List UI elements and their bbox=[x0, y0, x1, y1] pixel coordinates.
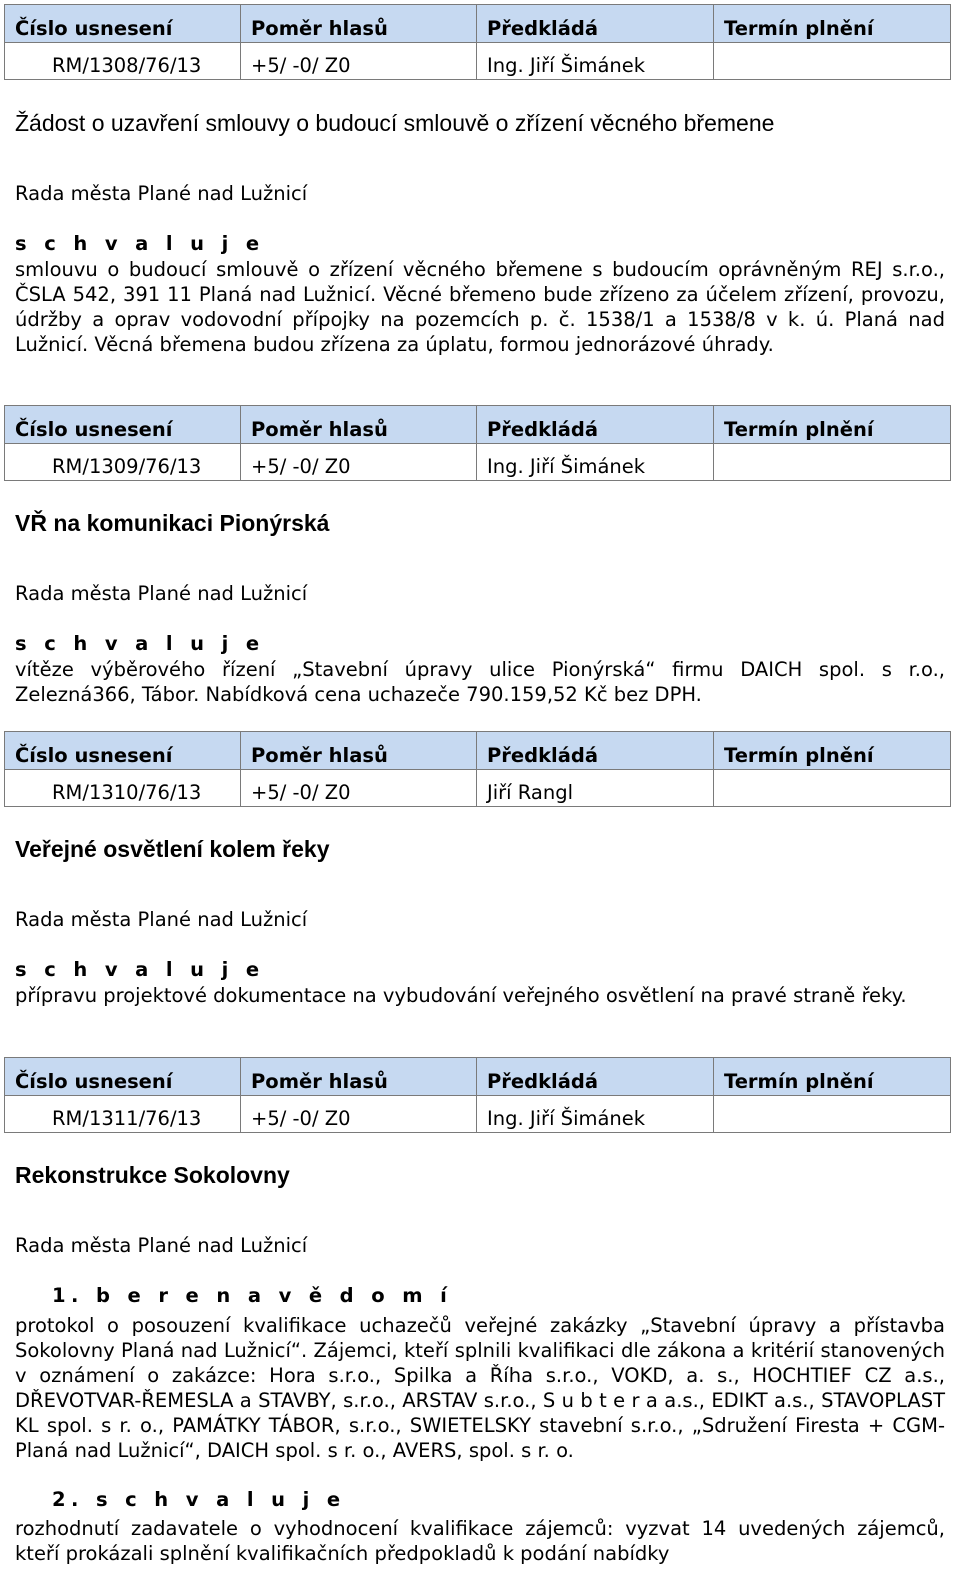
item-2-heading: 2. s c h v a l u j e bbox=[52, 1488, 346, 1511]
resolution-votes: +5/ -0/ Z0 bbox=[241, 1096, 477, 1133]
resolution-votes: +5/ -0/ Z0 bbox=[241, 43, 477, 80]
header-deadline: Termín plnění bbox=[714, 406, 951, 444]
resolution-number: RM/1311/76/13 bbox=[5, 1096, 241, 1133]
header-presenter: Předkládá bbox=[477, 1058, 714, 1096]
header-votes: Poměr hlasů bbox=[241, 1058, 477, 1096]
resolution-text: smlouvu o budoucí smlouvě o zřízení věcného břemene s budoucím oprávněným REJ s.r.o., ČSLA 542, 391 11 Planá nad Lužnicí. Věcné břemeno bude zřízeno za účelem zřízení, provozu, údržby a oprav vodovodní přípojky na pozemcích p. č. 1538/1 a 1538/8 v k. ú. Planá nad Lužnicí. Věcná břemena budou zřízena za úplatu, formou jednorázové úhrady. bbox=[15, 258, 945, 356]
decision-verb: s c h v a l u j e bbox=[15, 632, 265, 655]
council-label: Rada města Plané nad Lužnicí bbox=[15, 1234, 308, 1257]
header-presenter: Předkládá bbox=[477, 406, 714, 444]
resolution-deadline bbox=[714, 770, 951, 807]
resolution-presenter: Ing. Jiří Šimánek bbox=[477, 1096, 714, 1133]
resolution-number: RM/1310/76/13 bbox=[5, 770, 241, 807]
item-1-text: protokol o posouzení kvalifikace uchazečů veřejné zakázky „Stavební úpravy a přístavba Sokolovny Planá nad Lužnicí“. Zájemci, kteří splnili kvalifikaci dle zákona a kritérií stanovených v oznámení o zakázce: Hora s.r.o., Spilka a Říha s.r.o., VOKD, a. s., HOCHTIEF CZ a.s., DŘEVOTVAR-ŘEMESLA a STAVBY, s.r.o., ARSTAV s.r.o., S u b t e r a a.s., EDIKT a.s., STAVOPLAST KL spol. s r. o., PAMÁTKY TÁBOR, s.r.o., SWIETELSKY stavební s.r.o., „Sdružení Firesta + CGM-Planá nad Lužnicí“, DAICH spol. s r. o., AVERS, spol. s r. o. bbox=[15, 1314, 945, 1462]
resolution-title: VŘ na komunikaci Pionýrská bbox=[15, 510, 330, 536]
header-deadline: Termín plnění bbox=[714, 1058, 951, 1096]
resolution-title: Veřejné osvětlení kolem řeky bbox=[15, 836, 330, 862]
resolution-votes: +5/ -0/ Z0 bbox=[241, 770, 477, 807]
council-label: Rada města Plané nad Lužnicí bbox=[15, 908, 308, 931]
resolution-text: vítěze výběrového řízení „Stavební úpravy ulice Pionýrská“ firmu DAICH spol. s r.o., Zelezná366, Tábor. Nabídková cena uchazeče 790.159,52 Kč bez DPH. bbox=[15, 658, 945, 706]
header-votes: Poměr hlasů bbox=[241, 732, 477, 770]
header-deadline: Termín plnění bbox=[714, 5, 951, 43]
resolution-text: přípravu projektové dokumentace na vybudování veřejného osvětlení na pravé straně řeky. bbox=[15, 984, 907, 1007]
item-1-heading: 1. b e r e n a v ě d o m í bbox=[52, 1284, 453, 1307]
resolution-title: Žádost o uzavření smlouvy o budoucí smlouvě o zřízení věcného břemene bbox=[15, 110, 775, 136]
resolution-votes: +5/ -0/ Z0 bbox=[241, 444, 477, 481]
council-label: Rada města Plané nad Lužnicí bbox=[15, 582, 308, 605]
resolution-number: RM/1308/76/13 bbox=[5, 43, 241, 80]
resolution-deadline bbox=[714, 43, 951, 80]
resolution-table-1311 bbox=[4, 1057, 951, 1133]
resolution-presenter: Jiří Rangl bbox=[477, 770, 714, 807]
header-deadline: Termín plnění bbox=[714, 732, 951, 770]
resolution-title: Rekonstrukce Sokolovny bbox=[15, 1162, 290, 1188]
decision-verb: s c h v a l u j e bbox=[15, 958, 265, 981]
council-label: Rada města Plané nad Lužnicí bbox=[15, 182, 308, 205]
item-2-text: rozhodnutí zadavatele o vyhodnocení kvalifikace zájemců: vyzvat 14 uvedených zájemců, kteří prokázali splnění kvalifikačních předpokladů k podání nabídky bbox=[15, 1517, 945, 1565]
header-number: Číslo usnesení bbox=[5, 732, 241, 770]
resolution-presenter: Ing. Jiří Šimánek bbox=[477, 444, 714, 481]
resolution-table-1310 bbox=[4, 731, 951, 807]
resolution-deadline bbox=[714, 444, 951, 481]
header-number: Číslo usnesení bbox=[5, 406, 241, 444]
resolution-table-1308 bbox=[4, 4, 951, 80]
resolution-number: RM/1309/76/13 bbox=[5, 444, 241, 481]
header-number: Číslo usnesení bbox=[5, 5, 241, 43]
resolution-deadline bbox=[714, 1096, 951, 1133]
header-votes: Poměr hlasů bbox=[241, 406, 477, 444]
header-presenter: Předkládá bbox=[477, 5, 714, 43]
header-votes: Poměr hlasů bbox=[241, 5, 477, 43]
resolution-table-1309 bbox=[4, 405, 951, 481]
header-number: Číslo usnesení bbox=[5, 1058, 241, 1096]
resolution-presenter: Ing. Jiří Šimánek bbox=[477, 43, 714, 80]
decision-verb: s c h v a l u j e bbox=[15, 232, 265, 255]
header-presenter: Předkládá bbox=[477, 732, 714, 770]
